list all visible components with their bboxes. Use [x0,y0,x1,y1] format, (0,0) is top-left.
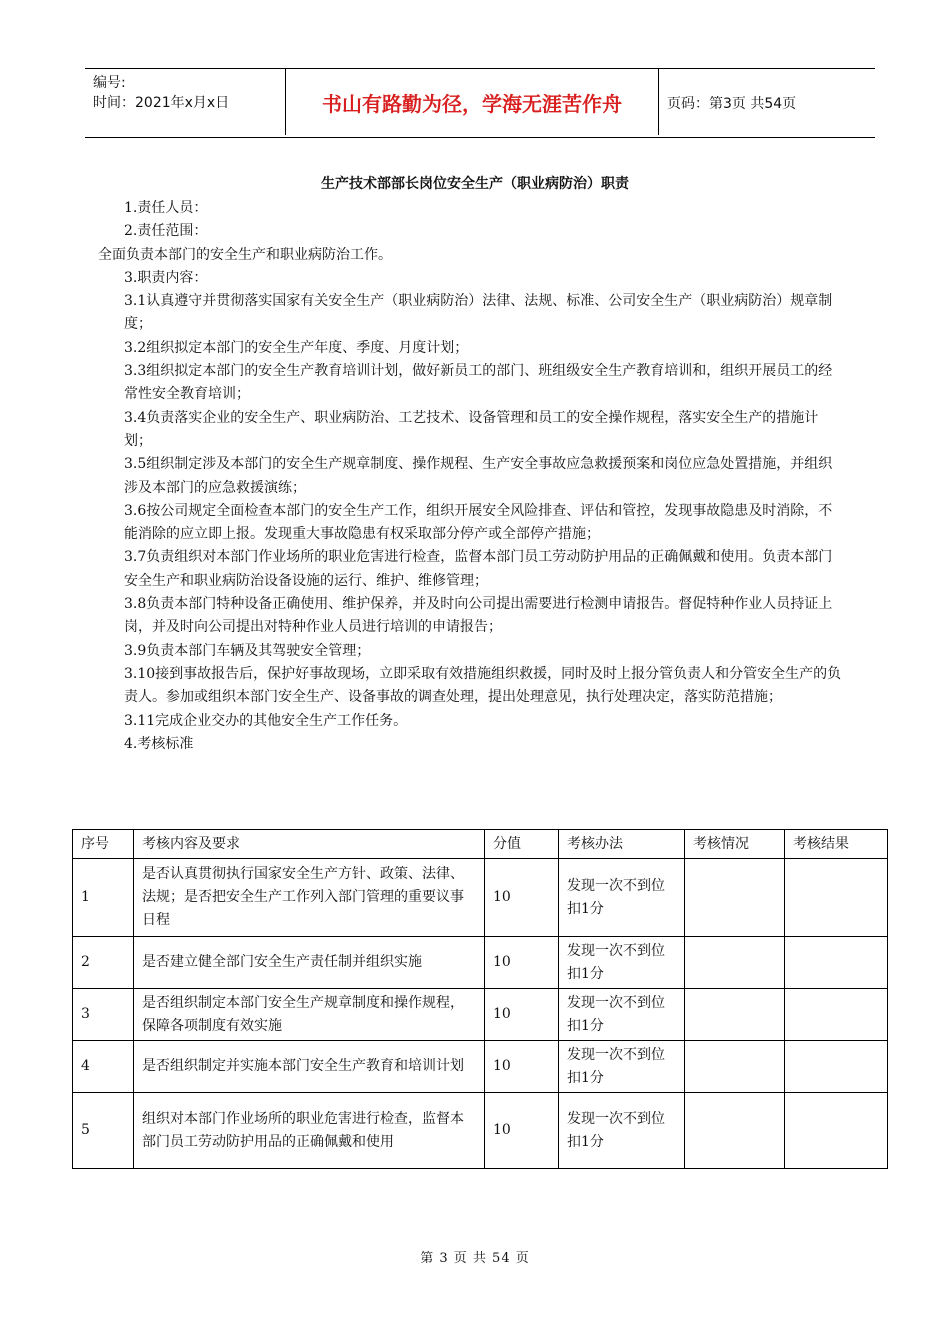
cell-no: 1 [73,859,134,937]
document-title: 生产技术部部长岗位安全生产（职业病防治）职责 [321,176,629,192]
paragraph: 全面负责本部门的安全生产和职业病防治工作。 [98,246,392,263]
cell-result [785,1041,888,1093]
column-header: 考核内容及要求 [134,830,485,859]
cell-result [785,989,888,1041]
paragraph: 3.11完成企业交办的其他安全生产工作任务。 [124,712,408,729]
paragraph: 3.9负责本部门车辆及其驾驶安全管理； [124,642,371,659]
column-header: 考核办法 [559,830,685,859]
column-header: 序号 [73,830,134,859]
cell-content: 是否认真贯彻执行国家安全生产方针、政策、法律、法规；是否把安全生产工作列入部门管理的重要议事日程 [134,859,485,937]
header-motto: 书山有路勤为径，学海无涯苦作舟 [285,69,659,135]
cell-status [685,1041,785,1093]
paragraph: 3.3组织拟定本部门的安全生产教育培训计划，做好新员工的部门、班组级安全生产教育培训和，组织开展员工的经常性安全教育培训； [124,363,833,403]
cell-status [685,859,785,937]
cell-result [785,937,888,989]
cell-score: 10 [485,937,559,989]
paragraph: 3.10接到事故报告后，保护好事故现场，立即采取有效措施组织救援，同时及时上报分管负责人和分管安全生产的负责人。参加或组织本部门安全生产、设备事故的调查处理，提出处理意见，执行处理决定，落实防范措施； [124,665,842,706]
column-header: 考核情况 [685,830,785,859]
cell-content: 是否建立健全部门安全生产责任制并组织实施 [134,937,485,989]
cell-method: 发现一次不到位扣1分 [559,989,685,1041]
table-header-row [73,830,888,859]
paragraph: 3.职责内容： [124,269,208,286]
paragraph: 3.7负责组织对本部门作业场所的职业危害进行检查，监督本部门员工劳动防护用品的正确佩戴和使用。负责本部门安全生产和职业病防治设备设施的运行、维护、维修管理； [124,549,833,589]
paragraph: 3.2组织拟定本部门的安全生产年度、季度、月度计划； [124,339,469,356]
paragraph: 3.1认真遵守并贯彻落实国家有关安全生产（职业病防治）法律、法规、标准、公司安全生产（职业病防治）规章制度； [124,293,833,333]
cell-status [685,1093,785,1169]
cell-score: 10 [485,989,559,1041]
cell-result [785,859,888,937]
cell-method: 发现一次不到位扣1分 [559,937,685,989]
cell-no: 2 [73,937,134,989]
table-row [73,937,888,989]
cell-method: 发现一次不到位扣1分 [559,1041,685,1093]
document-number: 编号: [93,75,126,91]
paragraph: 3.5组织制定涉及本部门的安全生产规章制度、操作规程、生产安全事故应急救援预案和岗位应急处置措施，并组织涉及本部门的应急救援演练； [124,456,833,496]
cell-result [785,1093,888,1169]
paragraph: 1.责任人员： [124,200,208,216]
paragraph: 3.8负责本部门特种设备正确使用、维护保养，并及时向公司提出需要进行检测申请报告。督促特种作业人员持证上岗，并及时向公司提出对特种作业人员进行培训的申请报告； [124,596,833,636]
table-row [73,1093,888,1169]
page-header [85,68,875,138]
cell-score: 10 [485,859,559,937]
document-body [98,197,842,756]
header-meta [93,73,283,113]
column-header: 考核结果 [785,830,888,859]
paragraph: 4.考核标准 [124,735,194,752]
table-row [73,989,888,1041]
cell-status [685,937,785,989]
table-row [73,859,888,937]
paragraph: 2.责任范围： [124,223,208,240]
column-header: 分值 [485,830,559,859]
cell-method: 发现一次不到位扣1分 [559,1093,685,1169]
cell-content: 是否组织制定并实施本部门安全生产教育和培训计划 [134,1041,485,1093]
cell-no: 5 [73,1093,134,1169]
document-time: 时间：2021年x月x日 [93,95,230,111]
cell-method: 发现一次不到位扣1分 [559,859,685,937]
cell-score: 10 [485,1093,559,1169]
paragraph: 3.6按公司规定全面检查本部门的安全生产工作，组织开展安全风险排查、评估和管控，发现事故隐患及时消除，不能消除的应立即上报。发现重大事故隐患有权采取部分停产或全部停产措施； [124,502,833,543]
assessment-table [72,829,888,1169]
page-footer: 第 3 页 共 54 页 [420,1251,530,1266]
cell-score: 10 [485,1041,559,1093]
cell-no: 3 [73,989,134,1041]
cell-content: 组织对本部门作业场所的职业危害进行检查，监督本部门员工劳动防护用品的正确佩戴和使用 [134,1093,485,1169]
cell-status [685,989,785,1041]
cell-content: 是否组织制定本部门安全生产规章制度和操作规程，保障各项制度有效实施 [134,989,485,1041]
table-row [73,1041,888,1093]
paragraph: 3.4负责落实企业的安全生产、职业病防治、工艺技术、设备管理和员工的安全操作规程，落实安全生产的措施计划； [124,409,819,449]
header-page-number: 页码：第3页 共54页 [667,96,797,112]
cell-no: 4 [73,1041,134,1093]
